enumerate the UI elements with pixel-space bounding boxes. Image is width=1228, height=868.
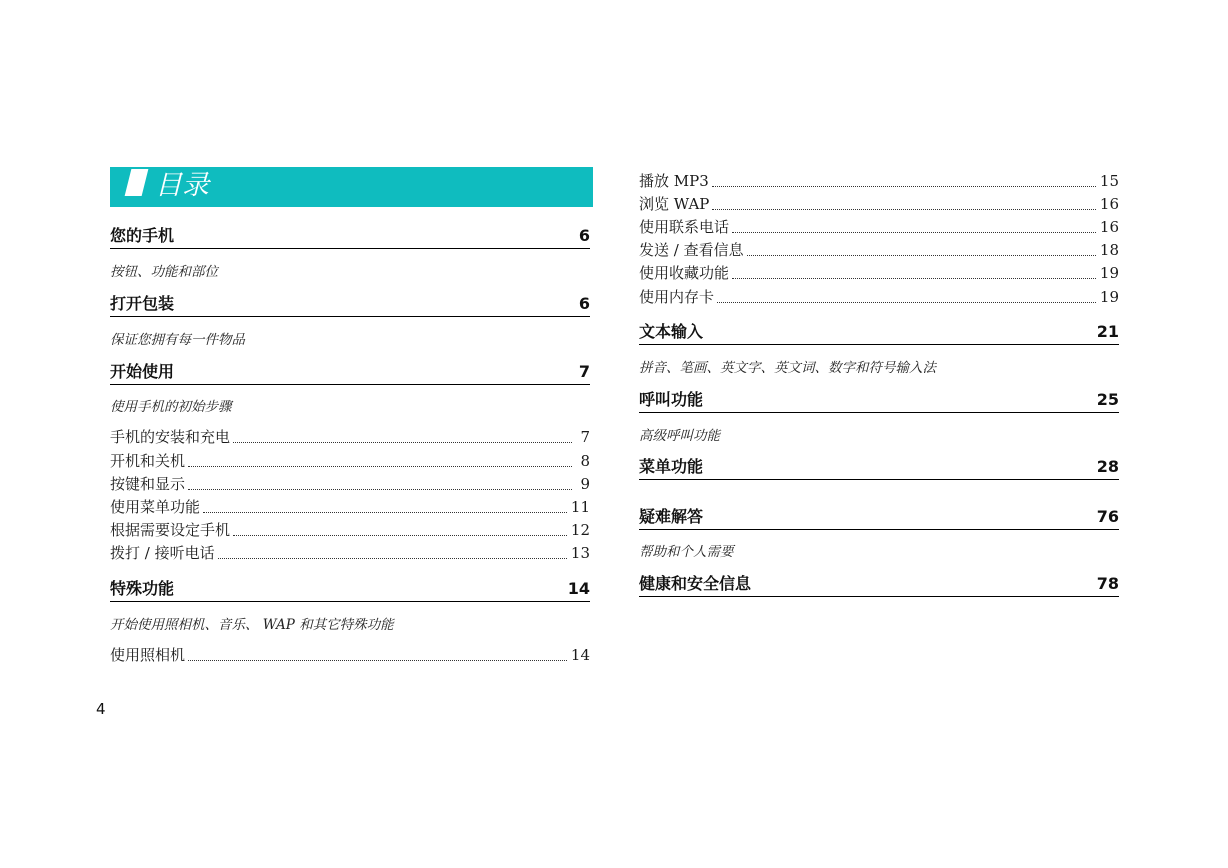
dot-leader: [732, 277, 1096, 279]
section-page: 78: [1096, 574, 1119, 593]
page-number: 4: [96, 700, 106, 718]
toc-entry[interactable]: [639, 238, 1119, 260]
toc-section-menu-functions[interactable]: [639, 457, 1119, 480]
section-title: 文本输入: [639, 322, 704, 341]
entry-page: 15: [1099, 172, 1119, 190]
entry-page: 8: [580, 452, 590, 470]
dot-leader: [717, 301, 1096, 303]
toc-entry[interactable]: [110, 541, 590, 563]
toc-entry[interactable]: [110, 425, 590, 447]
entry-title: 拨打 / 接听电话: [110, 544, 215, 562]
section-description: 拼音、笔画、英文字、英文词、数字和符号输入法: [639, 360, 936, 376]
toc-entry[interactable]: [639, 261, 1119, 283]
section-description: 高级呼叫功能: [639, 428, 720, 444]
entry-page: 9: [580, 475, 590, 493]
section-page: 14: [567, 579, 590, 598]
toc-section-your-phone[interactable]: [110, 226, 590, 249]
toc-section-special-features[interactable]: [110, 579, 590, 602]
entry-title: 手机的安装和充电: [110, 428, 231, 446]
section-description: 保证您拥有每一件物品: [110, 332, 245, 348]
toc-entry[interactable]: [110, 643, 590, 665]
entry-title: 使用照相机: [110, 646, 186, 664]
dot-leader: [203, 511, 567, 513]
toc-entry[interactable]: [110, 472, 590, 494]
entry-title: 使用联系电话: [639, 218, 730, 236]
section-title: 特殊功能: [110, 579, 175, 598]
section-description: 按钮、功能和部位: [110, 264, 218, 280]
section-page: 6: [578, 294, 590, 313]
section-page: 25: [1096, 390, 1119, 409]
toc-section-call-functions[interactable]: [639, 390, 1119, 413]
section-description: 使用手机的初始步骤: [110, 399, 232, 415]
entry-title: 根据需要设定手机: [110, 521, 231, 539]
entry-page: 18: [1099, 241, 1119, 259]
section-page: 7: [578, 362, 590, 381]
section-page: 21: [1096, 322, 1119, 341]
entry-page: 7: [580, 428, 590, 446]
entry-page: 13: [570, 544, 590, 562]
entry-page: 14: [570, 646, 590, 664]
dot-leader: [712, 185, 1096, 187]
entry-title: 按键和显示: [110, 475, 186, 493]
entry-title: 浏览 WAP: [639, 195, 710, 213]
toc-entry[interactable]: [639, 169, 1119, 191]
entry-page: 19: [1099, 288, 1119, 306]
toc-section-unpack[interactable]: [110, 294, 590, 317]
section-title: 开始使用: [110, 362, 175, 381]
section-page: 28: [1096, 457, 1119, 476]
toc-entry[interactable]: [110, 518, 590, 540]
toc-title: 目录: [155, 170, 209, 201]
dot-leader: [233, 441, 572, 443]
section-title: 菜单功能: [639, 457, 704, 476]
toc-entry[interactable]: [639, 215, 1119, 237]
entry-title: 使用收藏功能: [639, 264, 730, 282]
dot-leader: [732, 231, 1096, 233]
section-description: 帮助和个人需要: [639, 544, 734, 560]
section-title: 健康和安全信息: [639, 574, 752, 593]
toc-entry[interactable]: [639, 285, 1119, 307]
toc-section-get-started[interactable]: [110, 362, 590, 385]
section-page: 76: [1096, 507, 1119, 526]
entry-page: 16: [1099, 195, 1119, 213]
entry-title: 使用菜单功能: [110, 498, 201, 516]
entry-page: 12: [570, 521, 590, 539]
dot-leader: [188, 465, 572, 467]
toc-section-text-input[interactable]: [639, 322, 1119, 345]
entry-page: 11: [570, 498, 590, 516]
toc-section-troubleshooting[interactable]: [639, 507, 1119, 530]
banner-accent-bar: [125, 169, 149, 196]
entry-title: 使用内存卡: [639, 288, 715, 306]
dot-leader: [712, 208, 1096, 210]
entry-title: 发送 / 查看信息: [639, 241, 744, 259]
section-page: 6: [578, 226, 590, 245]
section-description: 开始使用照相机、音乐、 WAP 和其它特殊功能: [110, 617, 394, 633]
toc-header-banner: [110, 167, 593, 207]
entry-title: 开机和关机: [110, 452, 186, 470]
dot-leader: [747, 254, 1096, 256]
entry-title: 播放 MP3: [639, 172, 709, 190]
section-title: 您的手机: [110, 226, 175, 245]
entry-page: 16: [1099, 218, 1119, 236]
entry-page: 19: [1099, 264, 1119, 282]
toc-entry[interactable]: [110, 495, 590, 517]
dot-leader: [218, 557, 567, 559]
section-title: 打开包装: [110, 294, 175, 313]
toc-entry[interactable]: [110, 449, 590, 471]
dot-leader: [188, 488, 572, 490]
section-title: 呼叫功能: [639, 390, 704, 409]
toc-section-health-safety[interactable]: [639, 574, 1119, 597]
section-title: 疑难解答: [639, 507, 704, 526]
dot-leader: [233, 534, 567, 536]
dot-leader: [188, 659, 567, 661]
toc-entry[interactable]: [639, 192, 1119, 214]
